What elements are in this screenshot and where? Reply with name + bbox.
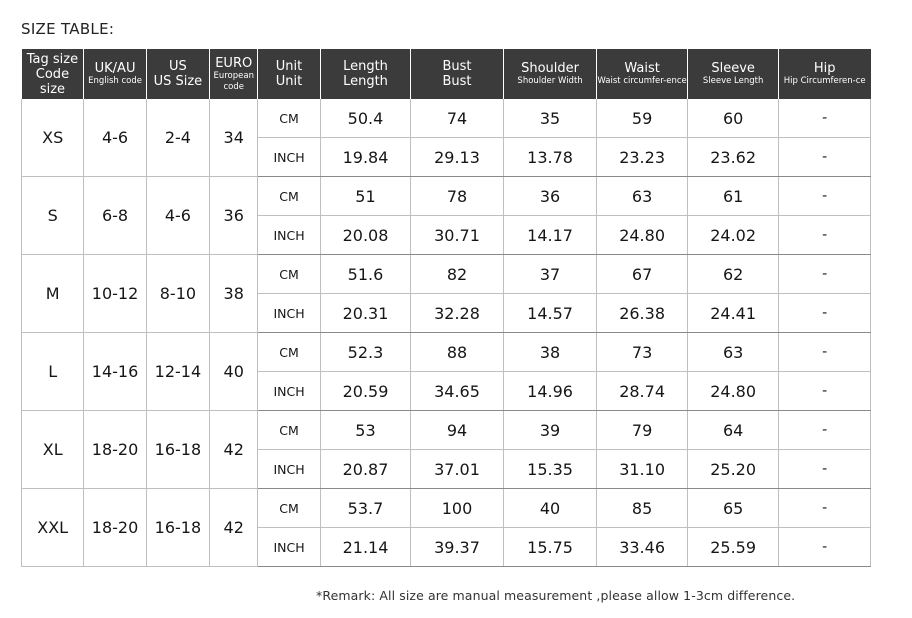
header-tag-size-main: Tag size	[26, 51, 79, 67]
shoulder-cell: 14.17	[503, 216, 597, 255]
waist-cell: 31.10	[597, 450, 688, 489]
header-us-sub: US Size	[153, 74, 203, 89]
header-sleeve-sub: Sleeve Length	[702, 76, 764, 86]
length-cell: 53	[320, 411, 411, 450]
header-length-sub: Length	[343, 74, 388, 89]
euro-size-cell: 42	[210, 489, 258, 567]
header-us-main: US	[169, 59, 187, 74]
waist-cell: 67	[597, 255, 688, 294]
bust-cell: 88	[411, 333, 504, 372]
euro-size-cell: 40	[210, 333, 258, 411]
waist-cell: 59	[597, 99, 688, 138]
bust-cell: 37.01	[411, 450, 504, 489]
header-uk-au-sub: English code	[88, 76, 142, 86]
header-shoulder-sub: Shoulder Width	[517, 76, 583, 86]
unit-cell: INCH	[258, 528, 320, 567]
unit-cell: INCH	[258, 294, 320, 333]
length-cell: 19.84	[320, 138, 411, 177]
header-euro-sub: European code	[213, 70, 254, 92]
unit-cell: CM	[258, 333, 320, 372]
header-length	[320, 49, 411, 99]
header-waist-sub: Waist circumfer-ence	[597, 76, 687, 86]
hip-cell: -	[779, 99, 871, 138]
header-shoulder-main: Shoulder	[521, 61, 579, 76]
hip-cell: -	[779, 294, 871, 333]
sleeve-cell: 65	[687, 489, 779, 528]
header-us	[146, 49, 209, 99]
table-row	[22, 99, 871, 138]
unit-cell: CM	[258, 99, 320, 138]
sleeve-cell: 62	[687, 255, 779, 294]
unit-cell: INCH	[258, 450, 320, 489]
shoulder-cell: 37	[503, 255, 597, 294]
table-row	[22, 333, 871, 372]
shoulder-cell: 36	[503, 177, 597, 216]
size-tag-cell: L	[22, 333, 84, 411]
header-uk-au	[84, 49, 146, 99]
header-shoulder	[503, 49, 597, 99]
shoulder-cell: 38	[503, 333, 597, 372]
euro-size-cell: 36	[210, 177, 258, 255]
sleeve-cell: 24.80	[687, 372, 779, 411]
length-cell: 53.7	[320, 489, 411, 528]
table-row	[22, 177, 871, 216]
shoulder-cell: 14.96	[503, 372, 597, 411]
table-row	[22, 411, 871, 450]
unit-cell: CM	[258, 489, 320, 528]
sleeve-cell: 61	[687, 177, 779, 216]
sleeve-cell: 24.41	[687, 294, 779, 333]
hip-cell: -	[779, 489, 871, 528]
size-tag-cell: M	[22, 255, 84, 333]
sleeve-cell: 64	[687, 411, 779, 450]
header-bust-main: Bust	[442, 59, 472, 74]
size-tag-cell: XL	[22, 411, 84, 489]
header-euro-main: EURO	[215, 55, 253, 71]
us-size-cell: 8-10	[146, 255, 209, 333]
header-waist-main: Waist	[624, 61, 660, 76]
header-sleeve	[687, 49, 779, 99]
waist-cell: 85	[597, 489, 688, 528]
header-unit	[258, 49, 320, 99]
header-waist	[597, 49, 688, 99]
sleeve-cell: 25.59	[687, 528, 779, 567]
shoulder-cell: 15.35	[503, 450, 597, 489]
header-hip-main: Hip	[813, 61, 836, 76]
uk-size-cell: 6-8	[84, 177, 146, 255]
waist-cell: 28.74	[597, 372, 688, 411]
sleeve-cell: 63	[687, 333, 779, 372]
hip-cell: -	[779, 216, 871, 255]
waist-cell: 24.80	[597, 216, 688, 255]
bust-cell: 32.28	[411, 294, 504, 333]
remark-note: *Remark: All size are manual measurement ,please allow 1-3cm difference.	[316, 588, 796, 603]
size-tag-cell: XS	[22, 99, 84, 177]
length-cell: 20.08	[320, 216, 411, 255]
unit-cell: CM	[258, 255, 320, 294]
hip-cell: -	[779, 450, 871, 489]
uk-size-cell: 10-12	[84, 255, 146, 333]
bust-cell: 82	[411, 255, 504, 294]
unit-cell: INCH	[258, 372, 320, 411]
shoulder-cell: 40	[503, 489, 597, 528]
length-cell: 21.14	[320, 528, 411, 567]
table-row	[22, 255, 871, 294]
waist-cell: 73	[597, 333, 688, 372]
size-tag-cell: S	[22, 177, 84, 255]
uk-size-cell: 14-16	[84, 333, 146, 411]
waist-cell: 23.23	[597, 138, 688, 177]
hip-cell: -	[779, 138, 871, 177]
header-hip-sub: Hip Circumferen-ce	[783, 76, 866, 86]
bust-cell: 78	[411, 177, 504, 216]
bust-cell: 100	[411, 489, 504, 528]
length-cell: 51	[320, 177, 411, 216]
bust-cell: 94	[411, 411, 504, 450]
table-row	[22, 489, 871, 528]
unit-cell: INCH	[258, 138, 320, 177]
shoulder-cell: 13.78	[503, 138, 597, 177]
header-hip	[779, 49, 871, 99]
hip-cell: -	[779, 255, 871, 294]
sleeve-cell: 23.62	[687, 138, 779, 177]
page-title: SIZE TABLE:	[21, 20, 115, 38]
unit-cell: CM	[258, 177, 320, 216]
bust-cell: 30.71	[411, 216, 504, 255]
sleeve-cell: 60	[687, 99, 779, 138]
waist-cell: 79	[597, 411, 688, 450]
euro-size-cell: 42	[210, 411, 258, 489]
us-size-cell: 12-14	[146, 333, 209, 411]
size-table	[21, 49, 871, 567]
header-row	[22, 49, 871, 99]
length-cell: 20.87	[320, 450, 411, 489]
header-length-main: Length	[343, 59, 388, 74]
header-sleeve-main: Sleeve	[711, 61, 755, 76]
hip-cell: -	[779, 333, 871, 372]
length-cell: 20.31	[320, 294, 411, 333]
hip-cell: -	[779, 372, 871, 411]
bust-cell: 29.13	[411, 138, 504, 177]
length-cell: 50.4	[320, 99, 411, 138]
shoulder-cell: 14.57	[503, 294, 597, 333]
header-tag-size-sub: Code size	[35, 66, 70, 97]
waist-cell: 26.38	[597, 294, 688, 333]
header-bust	[411, 49, 504, 99]
header-euro	[210, 49, 258, 99]
length-cell: 52.3	[320, 333, 411, 372]
sleeve-cell: 24.02	[687, 216, 779, 255]
unit-cell: CM	[258, 411, 320, 450]
waist-cell: 63	[597, 177, 688, 216]
length-cell: 51.6	[320, 255, 411, 294]
table-body	[22, 99, 871, 567]
header-tag-size	[22, 49, 84, 99]
hip-cell: -	[779, 528, 871, 567]
shoulder-cell: 15.75	[503, 528, 597, 567]
euro-size-cell: 38	[210, 255, 258, 333]
unit-cell: INCH	[258, 216, 320, 255]
header-unit-main: Unit	[275, 59, 303, 74]
uk-size-cell: 18-20	[84, 489, 146, 567]
header-unit-sub: Unit	[275, 74, 303, 89]
header-uk-au-main: UK/AU	[94, 61, 136, 76]
us-size-cell: 16-18	[146, 411, 209, 489]
shoulder-cell: 39	[503, 411, 597, 450]
uk-size-cell: 4-6	[84, 99, 146, 177]
waist-cell: 33.46	[597, 528, 688, 567]
sleeve-cell: 25.20	[687, 450, 779, 489]
us-size-cell: 2-4	[146, 99, 209, 177]
bust-cell: 34.65	[411, 372, 504, 411]
hip-cell: -	[779, 411, 871, 450]
hip-cell: -	[779, 177, 871, 216]
size-tag-cell: XXL	[22, 489, 84, 567]
euro-size-cell: 34	[210, 99, 258, 177]
us-size-cell: 16-18	[146, 489, 209, 567]
length-cell: 20.59	[320, 372, 411, 411]
us-size-cell: 4-6	[146, 177, 209, 255]
uk-size-cell: 18-20	[84, 411, 146, 489]
header-bust-sub: Bust	[442, 74, 472, 89]
bust-cell: 74	[411, 99, 504, 138]
shoulder-cell: 35	[503, 99, 597, 138]
bust-cell: 39.37	[411, 528, 504, 567]
